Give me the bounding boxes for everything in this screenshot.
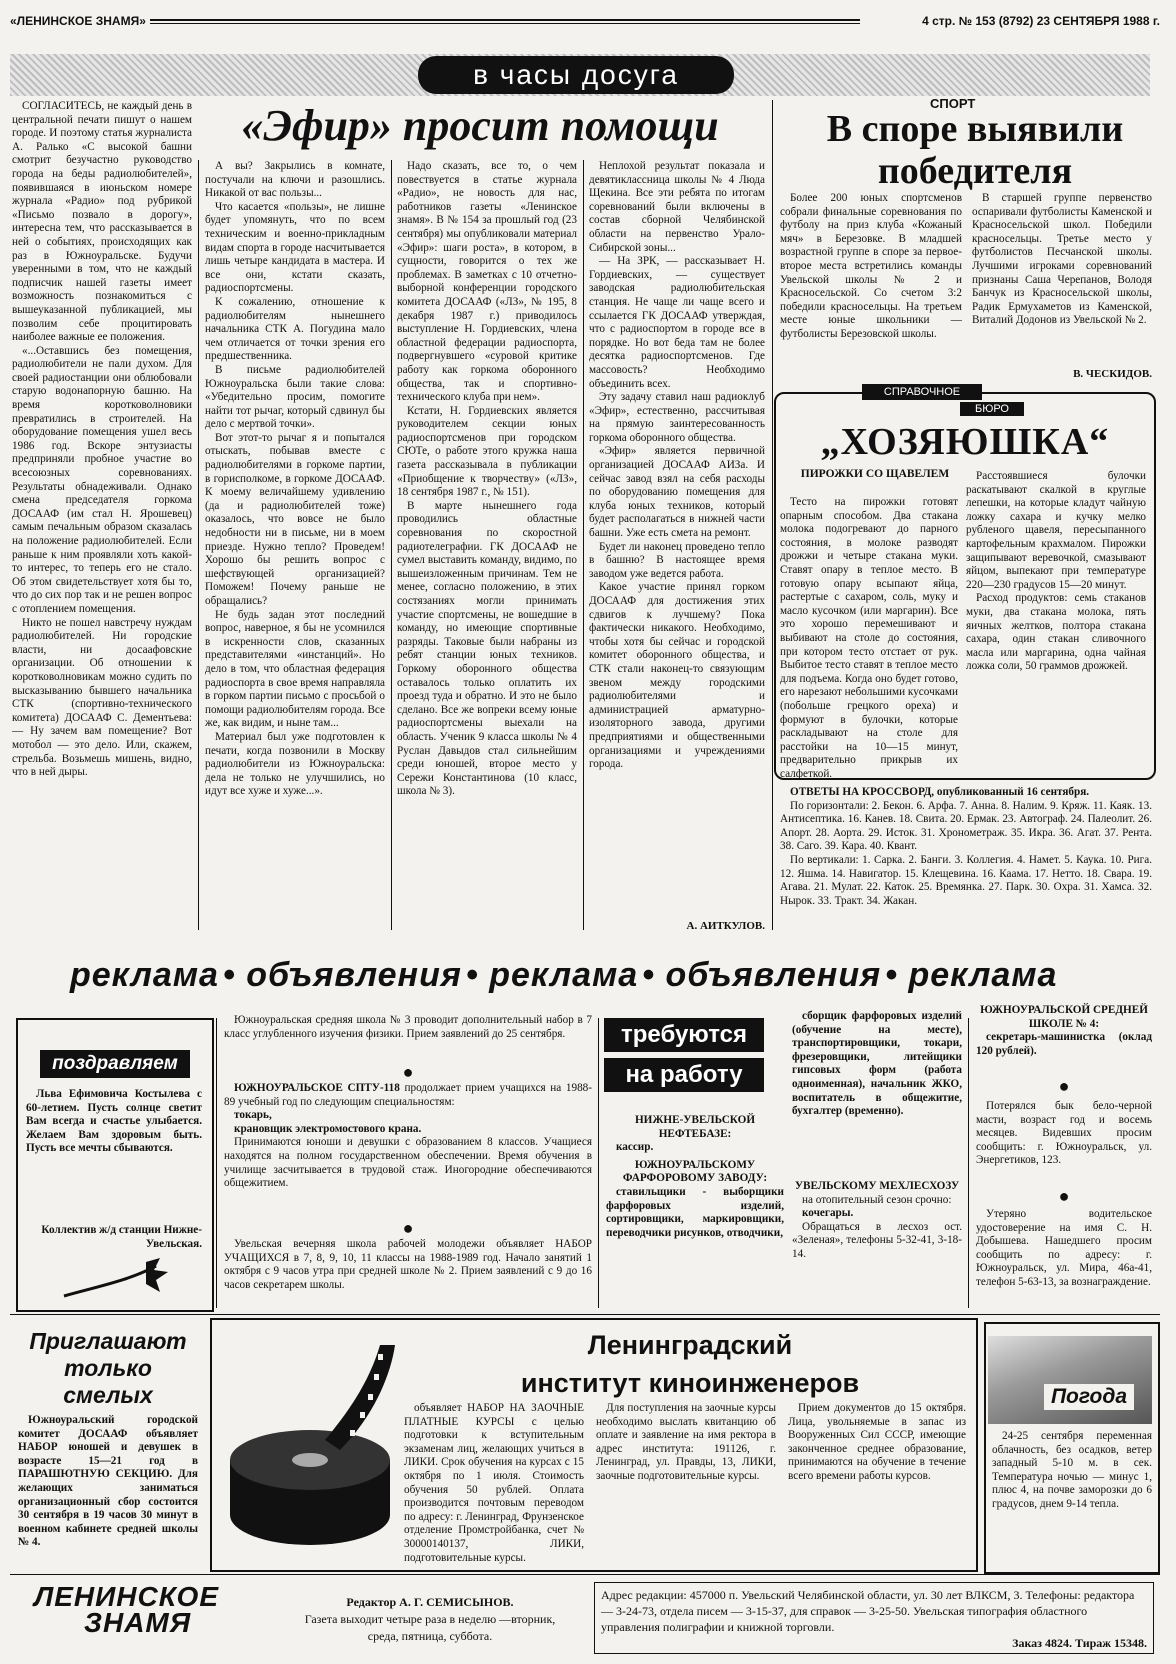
article-paragraph: «...Оставшись без помещения, радиолюбители не пали духом. Для своей радиостанции они облюбовали старую водонапорную башню. На время коротковолновики превратились в строителей. На оборудование помещения ушел весь 1986 год. Вскоре энтузиасты предприняли пробное участие во всесоюзных соревнованиях. Результаты обнадеживали. Однако смена председателя горкома ДОСААФ (им стал Н. Ярошевец) самым печальным образом сказалась на положение радиолюбителей. Если раньше к ним проявляли хоть какой-то интерес, то теперь его не стало. Об этом свидетельствует хотя бы то, что до сих пор так и не решен вопрос с отоплением помещения.: [12, 344, 192, 615]
parachute-title: Приглашают только смелых: [29, 1328, 187, 1408]
lost-license-ad: [976, 1208, 1152, 1308]
article-paragraph: Неплохой результат показала и девятиклассница школы № 4 Люда Щекина. Все эти ребята по итогам соревнований были включены в состав сборной Челябинской области на первенство Урало-Сибирской зоны...: [589, 160, 765, 254]
article-paragraph: Будет ли наконец проведено тепло в башню? В настоящее время заводом уже ведется работа.: [589, 540, 765, 580]
institute-paragraph: объявляет НАБОР НА ЗАОЧНЫЕ ПЛАТНЫЕ КУРСЫ с целью подготовки к вступительным экзаменам лиц, желающих учиться в ЛИКИ. Срок обучения на курсах с 15 октября по 1 июля. Стоимость обучения 50 рублей. Оплата производится почтовым переводом по адресу: г. Ленинград, Фрунзенское отделение Промстройбанка, счет № 30000140137, ЛИКИ, подготовительные курсы.: [404, 1402, 584, 1564]
bullet-icon: •: [465, 956, 490, 994]
article-paragraph: Надо сказать, все то, о чем повествуется в статье журнала «Радио», не новость для нас, работников газеты «Ленинское знамя». В № 154 за прошлый год (23 сентября) мы опубликовали материал «Эфир»: шаги роста», в котором, в сущности, говорится о тех же проблемах. В заметках с 10 отчетно-выборной конференции городского комитета ДОСААФ («ЛЗ», № 195, 8 декабря 1987 г.) приводилось выступление Н. Гордиевских, члена областной федерации радиоспорта, подвергнувшего «суровой критике работу как горкома оборонного общества, так и спортивно-технического клуба при нем».: [397, 160, 577, 404]
jobs-column-1: [606, 1114, 784, 1308]
column-divider: [772, 100, 773, 930]
lost-license-text: Утеряно водительское удостоверение на имя С. Н. Добышева. Нашедшего просим сообщить по адресу: г. Южноуральск, ул. Мира, 46а-41, телефон 5-63-13, за вознаграждение.: [976, 1208, 1152, 1288]
section-title: в часы досуга: [418, 56, 734, 94]
column-divider: [968, 1018, 969, 1308]
crossword-head: ОТВЕТЫ НА КРОССВОРД, опубликованный 16 сентября.: [790, 786, 1090, 798]
lost-bull-ad: [976, 1100, 1152, 1180]
school4-title: ЮЖНОУРАЛЬСКОЙ СРЕДНЕЙ ШКОЛЕ № 4:: [980, 1004, 1148, 1030]
article-paragraph: Материал был уже подготовлен к печати, когда позвонили в Москву радиолюбители из Южноуральска: дела не только не улучшились, но идут все хуже и хуже...».: [205, 730, 385, 798]
ads-banner-word: реклама: [908, 956, 1058, 994]
column-divider: [391, 160, 392, 930]
congrats-from: [26, 1224, 202, 1260]
jobs-tag-line: на работу: [604, 1058, 764, 1092]
school4-ad: [976, 1004, 1152, 1066]
publication-schedule: Газета выходит четыре раза в неделю —вторник, среда, пятница, суббота.: [304, 1612, 556, 1643]
issue-info: 4 стр. № 153 (8792) 23 СЕНТЯБРЯ 1988 г.: [922, 14, 1160, 28]
institute-column-3: [788, 1402, 966, 1564]
crossword-answers: [780, 786, 1152, 932]
sptu-text: продолжает прием учащихся на 1988-89 учебный год по следующим специальностям:: [224, 1082, 593, 1108]
editorial-address: Адрес редакции: 457000 п. Увельский Челябинской области, ул. 30 лет ВЛКСМ, 3. Телефоны: редактора — 3-24-73, отдела писем — 3-15-37, для справок — 3-25-50. Увельская типография областного управления полиграфии и книжной торговли.: [601, 1588, 1135, 1634]
sptu-specialty: крановщик электромостового крана.: [234, 1122, 422, 1135]
institute-title: [420, 1326, 960, 1402]
article-column-1: [12, 100, 192, 926]
logo-line: ЛЕНИНСКОЕ: [34, 1581, 220, 1612]
jobs-column-2: [792, 1010, 962, 1184]
bullet-icon: •: [222, 956, 247, 994]
porcelain-title: ЮЖНОУРАЛЬСКОМУ ФАРФОРОВОМУ ЗАВОДУ:: [622, 1158, 768, 1185]
neftebaza-job: кассир.: [616, 1141, 654, 1154]
article-paragraph: Кстати, Н. Гордиевских является руководителем секции юных радиоспортсменов при городском СЮТе, о работе этого кружка наша газета рассказывала в публикации «Приобщение к творчеству» («ЛЗ», 18 сентября 1987 г., № 151).: [397, 404, 577, 499]
parachute-text: Южноуральский городской комитет ДОСААФ объявляет НАБОР юношей и девушек в возрасте 15—21 год в ПАРАШЮТНУЮ СЕКЦИЮ. Для желающих заниматься организационный сбор состоится 30 сентября в 19 часов 30 минут в военном кабинете средней школы № 4.: [18, 1414, 198, 1549]
column-divider: [583, 160, 584, 930]
article-paragraph: «Эфир» является первичной организацией ДОСААФ АИЗа. И сейчас завод взял на себя расходы по оборудованию помещения для клуба юных техников, который будет располагаться в нижней части башни. Уже есть смета на ремонт.: [589, 445, 765, 540]
ads-banner-word: объявления: [246, 956, 462, 994]
bullet-icon: ●: [1058, 1076, 1070, 1096]
sptu-specialty: токарь,: [234, 1109, 272, 1122]
school3-ad: [224, 1014, 592, 1060]
sptu-ad: [224, 1082, 592, 1216]
institute-paragraph: Для поступления на заочные курсы необходимо выслать квитанцию об оплате и заявление на имя ректора в адрес института: 191126, г. Ленинград, ул. Правды, 13, ЛИКИ, заочные подготовительные курсы.: [596, 1402, 776, 1482]
jobs-tag: [604, 1018, 764, 1108]
editor-info: [290, 1594, 570, 1645]
editor-name: Редактор А. Г. СЕМИСЫНОВ.: [346, 1595, 514, 1609]
masthead: [10, 10, 1160, 32]
bullet-icon: ●: [1058, 1186, 1070, 1206]
housewife-tag: СПРАВОЧНОЕ: [862, 384, 982, 400]
article-paragraph: Вот этот-то рычаг я и попытался отыскать, побывав вместе с радиолюбителями в горкоме партии, в горисполкоме, в горкоме ДОСААФ. К моему величайшему удивлению (да и радиолюбителей тоже) оказалось, что вовсе не было недобности ни в письме, ни в моем приезде. Нужно тепло? Проведем! Хорошо бы решить вопрос с шефствующей организацией? Поможем! Почему раньше не обращались?: [205, 431, 385, 607]
newspaper-logo: [34, 1581, 264, 1640]
jobs-tag-line: требуются: [604, 1018, 764, 1052]
lost-bull-text: Потерялся бык бело-черной масти, возраст год и восемь месяцев. Видевших просим сообщить: г. Южноуральск, ул. Энергетиков, 123.: [976, 1100, 1152, 1167]
article-column-2: [205, 160, 385, 926]
article-paragraph: Никто не пошел навстречу нуждам радиолюбителей. Ни городские власти, ни досаафовские организации. Об отношении к коротковолновикам можно судить по высказыванию бывшего начальника СТК (спортивно-технического комитета) ДОСААФ С. Дементьева: — Ну зачем вам помещение? Вот мотобол — это дело. Или, скажем, стрельба. Возьмешь мишень, видно, что в ней дыры.: [12, 616, 192, 779]
article-paragraph: В марте нынешнего года проводились областные соревнования по скоростной радиотелеграфии. ГК ДОСААФ не сумел выставить команду, видимо, по вышеизложенным причинам. Тем не менее, согласно положению, в этих состязаниях могли принимать участие спортсмены, не вошедшие в команду, но имеющие спортивные разряды. Таковые были набраны из ребят станции юных техников. Горкому оборонного общества оставалось только оплатить их проезд туда и обратно. И это не было сделано. Все же вопреки всему юные радиоспортсмены выехали на область. Ученик 9 класса школы № 4 Руслан Давыдов стал сильнейшим среди юношей, второе место у Сережи Константинова (10 класс, школа № 3).: [397, 499, 577, 798]
article-paragraph: СОГЛАСИТЕСЬ, не каждый день в центральной печати пишут о нашем городе. И поэтому статья журналиста А. Ралько «С высокой башни смотрит безучастно руководство города на беды радиолюбителей», появившаяся в июньском номере журнала «Радио» под рубрикой «Письмо позвало в дорогу», интересна тем, что рассказывается в ней о событиях, происходящих как раз в Южноуральске. Будучи уверенными в том, что не каждый подписчик нашей газеты имеет возможность познакомиться с вышеуказанной публикацией, мы позволим себе процитировать наиболее важные ее положения.: [12, 100, 192, 344]
porcelain-jobs: ставильщики - выборщики фарфоровых изделий, сортировщики, маркировщики, переводчики рисунков, отводчики,: [606, 1185, 784, 1239]
article-paragraph: В письме радиолюбителей Южноуральска были такие слова: «Убедительно просим, помогите найти тот рычаг, который сдвинул бы дело с мертвой точки».: [205, 363, 385, 431]
print-run: Заказ 4824. Тираж 15348.: [1012, 1636, 1147, 1650]
sport-headline: В споре выявили победителя: [826, 108, 1124, 192]
institute-column-1: [404, 1402, 584, 1564]
bullet-icon: •: [642, 956, 666, 994]
recipe-title: ПИРОЖКИ СО ЩАВЕЛЕМ: [800, 468, 950, 480]
housewife-tag: БЮРО: [960, 402, 1024, 416]
mehleshoz-job: кочегары.: [802, 1207, 854, 1220]
mehleshoz-title: УВЕЛЬСКОМУ МЕХЛЕСХОЗУ: [794, 1180, 960, 1192]
crossword-horizontal: По горизонтали: 2. Бекон. 6. Арфа. 7. Анна. 8. Налим. 9. Кряж. 11. Каяк. 13. Антисептика. 16. Канев. 18. Свита. 20. Ермак. 23. Автограф. 24. Палеолит. 26. Апорт. 28. Аорта. 29. Исток. 31. Хронометраж. 35. Икра. 36. Агат. 37. Рента. 38. Саго. 39. Кара. 40. Квант.: [780, 799, 1152, 853]
article-paragraph: Что касается «пользы», не лишне будет упомянуть, что по всем техническим и военно-прикладным видам спорта в городе насчитывается лишь четыре кандидата в мастера. И все они, кстати сказать, радиоспортсмены.: [205, 200, 385, 295]
neftebaza-title: НИЖНЕ-УВЕЛЬСКОЙ НЕФТЕБАЗЕ:: [634, 1114, 756, 1140]
weather-title: Погода: [1044, 1384, 1134, 1410]
article-column-3: [397, 160, 577, 926]
bullet-icon: ●: [402, 1218, 414, 1238]
article-column-4: [589, 160, 765, 906]
recipe-paragraph: Расстоявшиеся булочки раскатывают скалкой в круглые лепешки, на которые кладут чайную ложку сахара и кучку мелко рубленого щавеля, пересыпанного картофельным крахмалом. Пирожки защипывают веревочкой, смазывают яйцом, выпекают при температуре 220—230 градусов 15—20 минут.: [966, 470, 1146, 591]
article-headline: «Эфир» просит помощи: [241, 101, 719, 150]
ads-banner-word: объявления: [665, 956, 882, 994]
section-divider: [10, 1574, 1160, 1575]
masthead-rule: [150, 19, 860, 24]
ads-banner: [70, 956, 1150, 1008]
article-paragraph: А вы? Закрылись в комнате, постучали на ключи и разошлись. Никакой от вас пользы...: [205, 160, 385, 200]
article-paragraph: Не будь задан этот последний вопрос, наверное, я бы не усомнился в искренности слов, сказанных представителями «инстанций». Но дело в том, что областная федерация радиоспорта в свое время направляла в горком партии письмо с просьбой о помощи радиолюбителям города. Все же, как видим, и ныне там...: [205, 608, 385, 730]
crossword-vertical: По вертикали: 1. Сарка. 2. Банги. 3. Коллегия. 4. Намет. 5. Каука. 10. Рига. 12. Яшма. 14. Навигатор. 15. Клещевина. 16. Каама. 17. Нетто. 18. Свара. 19. Агава. 21. Мулат. 22. Каток. 25. Времянка. 27. Парк. 30. Охра. 31. Хамса. 32. Нырок. 33. Тракт. 34. Жакан.: [780, 853, 1152, 907]
congrats-tag: поздравляем: [40, 1050, 190, 1078]
article-paragraph: — На ЗРК, — рассказывает Н. Гордиевских, — существует заводская радиолюбительская станция. Не чаще ли чаще всего и ссылается ГК ДОСААФ утверждая, что с радиоспортом в городе все в порядке. Но вот беда там не более десятка радиоспортсменов. Где массовость? Необходимо объединить всех.: [589, 255, 765, 390]
film-reel-icon: [220, 1340, 400, 1560]
logo-line: ЗНАМЯ: [84, 1607, 192, 1638]
recipe-paragraph: Расход продуктов: семь стаканов муки, два стакана молока, пять яичных желтков, полтора стакана сахара, один стакан сливочного масла или маргарина, одна чайная ложка соли, 50 граммов дрожжей.: [966, 592, 1146, 673]
institute-paragraph: Прием документов до 15 октября. Лица, увольняемые в запас из Вооруженных Сил СССР, имеющие законченное среднее образование, принимаются на обучение в течение всего времени работы курсов.: [788, 1402, 966, 1482]
evening-school-ad: [224, 1238, 592, 1304]
sport-author: В. ЧЕСКИДОВ.: [1073, 368, 1152, 380]
article-paragraph: Эту задачу ставил наш радиоклуб «Эфир», естественно, рассчитывая на прямую заинтересованность горкома оборонного общества.: [589, 391, 765, 444]
column-divider: [216, 1018, 217, 1308]
bullet-icon: •: [885, 956, 909, 994]
weather-picture: [988, 1336, 1152, 1424]
institute-title-line: Ленинградский: [587, 1330, 793, 1360]
mehleshoz-text: на отопительный сезон срочно:: [802, 1193, 952, 1206]
article-paragraph: К сожалению, отношение к радиолюбителям нынешнего начальника СТК А. Погудина мало чем отличается от точки зрения его предшественника.: [205, 295, 385, 363]
evening-school-text: Увельская вечерняя школа рабочей молодежи объявляет НАБОР УЧАЩИХСЯ в 7, 8, 9, 10, 11 классы на 1988-1989 год. Начало занятий 1 октября с 9 часов утра при средней школе № 2. Прием заявлений с 9 до 16 часов секретарем школы.: [224, 1238, 592, 1291]
school3-text: Южноуральская средняя школа № 3 проводит дополнительный набор в 7 класс углубленного изучения физики. Прием заявлений до 25 сентября.: [224, 1014, 592, 1040]
sport-column-1: [780, 192, 962, 384]
mehleshoz-contact: Обращаться в лесхоз ост. «Зеленая», телефоны 5-32-41, 3-18-14.: [792, 1220, 962, 1260]
recipe-column-2: [966, 470, 1146, 770]
sport-paragraph: Более 200 юных спортсменов собрали финальные соревнования по футболу на приз клуба «Кожаный мяч» в Березовке. В младшей возрастной группе в споре за первое-второе места встретились команды Увельской школы № 2 и Красносельской. Со счетом 3:2 победили красносельцы. На третьем месте юные школьники — футболисты Березовской школы.: [780, 192, 962, 340]
ads-banner-word: реклама: [489, 956, 639, 994]
congrats-text: [26, 1088, 202, 1218]
article-paragraph: Какое участие принял горком ДОСААФ для достижения этих сдвигов к лучшему? Пока фактически никакого. Необходимо, чтобы хотя бы сейчас и городской комитет оборонного общества, и СТК стали наконец-то связующим звеном между городскими радиолюбителями и администрацией арматурно-изоляторного завода, другими предприятиями и общественными организациями и учреждениями города.: [589, 581, 765, 771]
congrats-paragraph: Льва Ефимовича Костылева с 60-летием. Пусть солнце светит Вам всегда и счастье улыбается. Желаем Вам здоровым быть. Пусть все мечты сбываются.: [26, 1088, 202, 1155]
ads-banner-word: реклама: [70, 956, 219, 994]
congrats-signature: Коллектив ж/д станции Нижне-Увельская.: [41, 1224, 202, 1250]
section-divider: [10, 1314, 1160, 1315]
weather-forecast: [992, 1430, 1152, 1566]
column-divider: [598, 1018, 599, 1308]
flower-icon: [60, 1256, 180, 1302]
parachute-text-block: [18, 1414, 198, 1564]
institute-column-2: [596, 1402, 776, 1564]
recipe-column-1: [780, 496, 958, 780]
paper-name: «ЛЕНИНСКОЕ ЗНАМЯ»: [10, 14, 146, 28]
recipe-paragraph: Тесто на пирожки готовят опарным способом. Два стакана молока подогревают до парного состояния, в молоке разводят дрожжи и четыре стакана муки. Ставят опару в теплое место. В готовую опару всыпают яйца, растертые с сахаром, соль, муку и масло кусочком (или маргарин). Все это хорошо перемешивают и выбивают на столе до состояния, при котором тесто отстает от рук. Выбитое тесто ставят в теплое место для подъема. Когда оно будет готово, его нарезают небольшими кусочками (побольше грецкого ореха) и формуют в булочки, которые раскладывают на столе для расстойки на 10—15 минут, предварительно прикрыв их салфеткой.: [780, 496, 958, 780]
sport-tag: СПОРТ: [930, 96, 976, 111]
parachute-ad: [18, 1328, 198, 1409]
school4-job: секретарь-машинистка (оклад 120 рублей).: [976, 1031, 1152, 1057]
address-box: [594, 1582, 1154, 1654]
porcelain-jobs-cont: сборщик фарфоровых изделий (обучение на месте), транспортировщики, токари, фрезеровщики, литейщики гипсовых форм (работа одноименная), начальник ЖКО, воспитатель в общежитие, бухгалтер (временно).: [792, 1010, 962, 1118]
article-author: А. АИТКУЛОВ.: [686, 920, 765, 932]
housewife-title: „ХОЗЯЮШКА“: [820, 421, 1110, 463]
sport-paragraph: В старшей группе первенство оспаривали футболисты Каменской и Красносельской школ. Победили красносельцы. Третье место у футболистов Песчанской школы. Лучшими игроками соревнований признаны Саша Черепанов, Володя Банчук из Красносельской школы, Радик Ермухаметов из Каменской, Виталий Додонов из Увельской № 2.: [972, 192, 1152, 327]
bullet-icon: ●: [402, 1062, 414, 1082]
sport-column-2: [972, 192, 1152, 358]
sptu-title: ЮЖНОУРАЛЬСКОЕ СПТУ-118: [234, 1082, 400, 1094]
column-divider: [198, 160, 199, 930]
weather-text: 24-25 сентября переменная облачность, без осадков, ветер западный 5-10 м. в сек. Температура ночью — минус 1, плюс 4, на почве заморозки до 6 градусов, днем 9-14 тепла.: [992, 1430, 1152, 1510]
institute-title-line: институт киноинженеров: [520, 1368, 860, 1398]
mehleshoz-ad: [792, 1180, 962, 1304]
sptu-text2: Принимаются юноши и девушки с образованием 8 классов. Учащиеся находятся на полном государственном обеспечении. Время обучения в училище засчитывается в трудовой стаж. Иногородние обеспечиваются общежитием.: [224, 1136, 592, 1190]
